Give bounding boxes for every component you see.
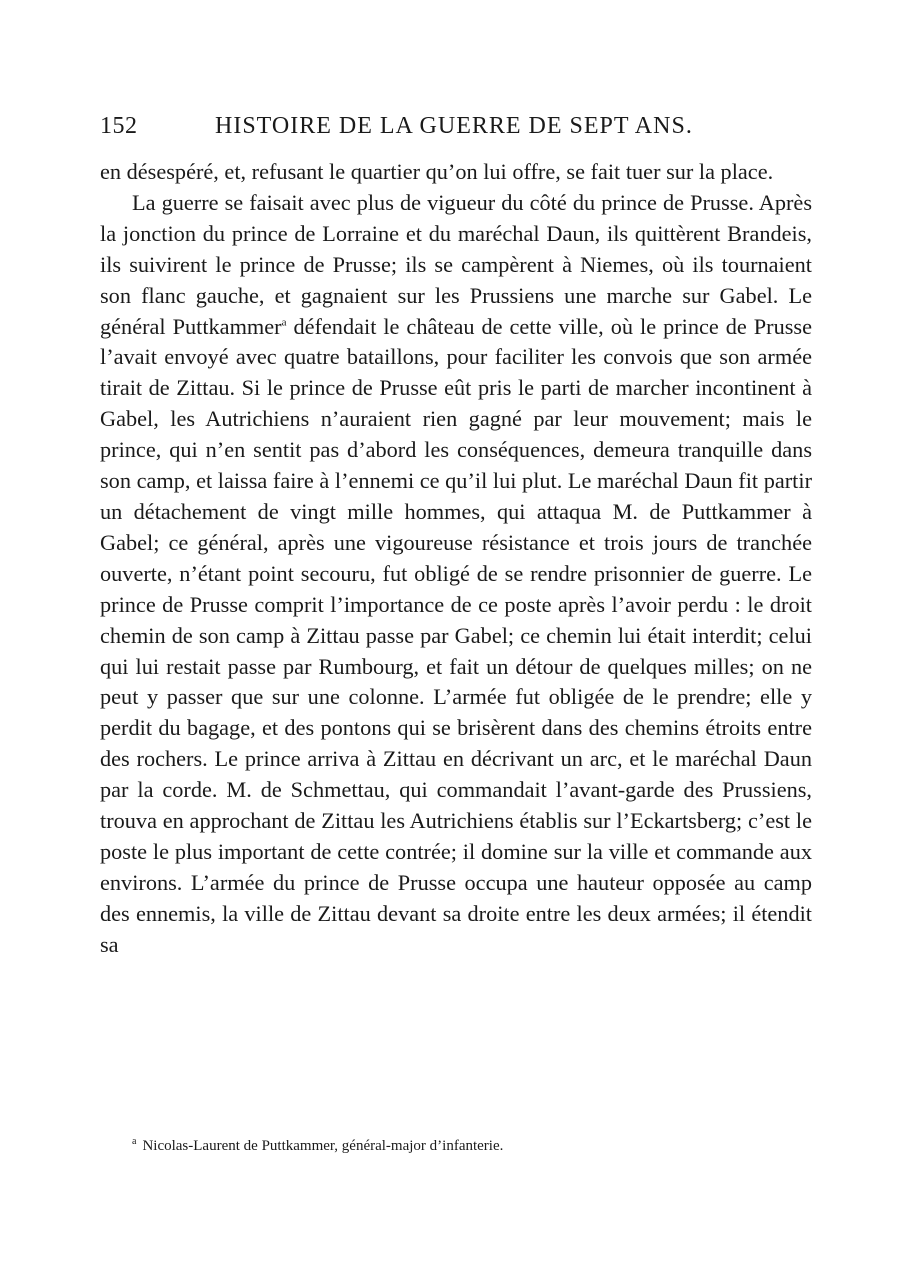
footnote-reference: a [281, 316, 287, 329]
page-number: 152 [100, 113, 138, 139]
paragraph: en désespéré, et, refusant le quartier qu’on lui offre, se fait tuer sur la place. [100, 159, 774, 184]
paragraph-text: La guerre se faisait avec plus de vigueur du côté du prince de Prusse. Après la jonction du prince de Lorraine et du maréchal Daun, ils quittèrent Brandeis, ils suivirent le prince de Prusse; ils se campèrent à Niemes, où ils tournaient son flanc gauche, et gagnaient sur les Prussiens une marche sur Gabel. Le général Puttkammer [100, 189, 812, 339]
running-title: HISTOIRE DE LA GUERRE DE SEPT ANS. [215, 113, 693, 139]
paragraph-text: défendait le château de cette ville, où le prince de Prusse l’avait envoyé avec quatre bataillons, pour faciliter les convois que son armée tirait de Zittau. Si le prince de Prusse eût pris le parti de marcher incontinent à Gabel, les Autrichiens n’auraient rien gagné par leur mouvement; mais le prince, qui n’en sentit pas d’abord les conséquences, demeura tranquille dans son camp, et laissa faire à l’ennemi ce qu’il lui plut. Le maréchal Daun fit partir un détachement de vingt mille hommes, qui attaqua M. de Puttkammer à Gabel; ce général, après une vigoureuse résistance et trois jours de tranchée ouverte, n’étant point secouru, fut obligé de se rendre prisonnier de guerre. Le prince de Prusse comprit l’importance de ce poste après l’avoir perdu : le droit chemin de son camp à Zittau passe par Gabel; ce chemin lui était interdit; celui qui lui restait passe par Rumbourg, et fait un détour de quelques milles; on ne peut y passer que sur une colonne. L’armée fut obligée de le prendre; elle y perdit du bagage, et des pontons qui se brisèrent dans des chemins étroits entre des rochers. Le prince arriva à Zittau en décrivant un arc, et le maréchal Daun par la corde. M. de Schmettau, qui commandait l’avant-garde des Prussiens, trouva en approchant de Zittau les Autrichiens établis sur l’Eckartsberg; c’est le poste le plus important de cette contrée; il domine sur la ville et commande aux environs. L’armée du prince de Prusse occupa une hauteur opposée au camp des ennemis, la ville de Zittau devant sa droite entre les deux armées; il étendit sa [100, 313, 812, 957]
body-text [100, 157, 812, 961]
footnote [132, 1136, 812, 1156]
paragraph [100, 188, 812, 961]
page-header [100, 113, 812, 149]
footnote-text: Nicolas-Laurent de Puttkammer, général-major d’infanterie. [142, 1138, 504, 1154]
footnote-marker: a [132, 1136, 137, 1147]
